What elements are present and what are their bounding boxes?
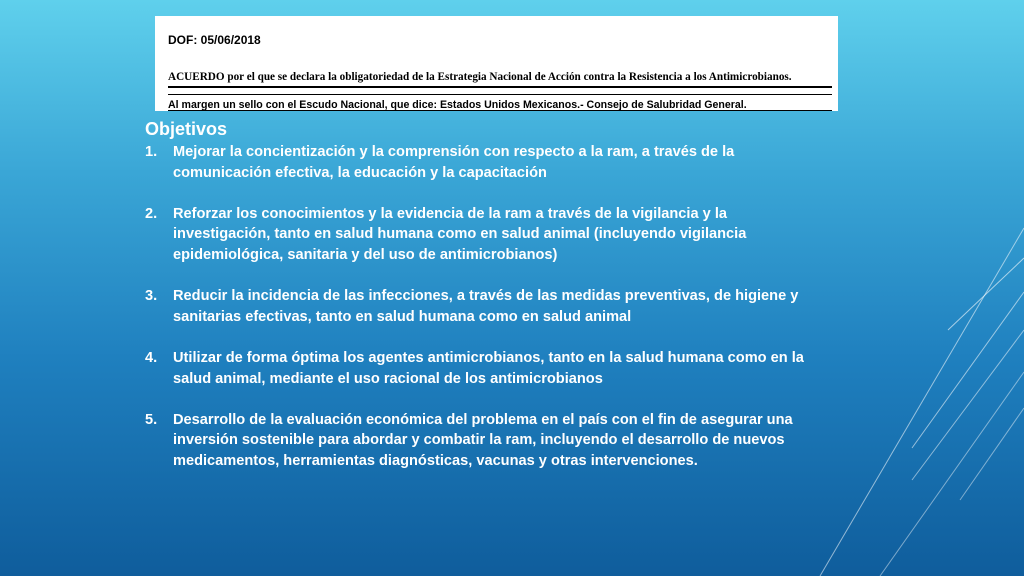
objective-text: Reforzar los conocimientos y la evidencia de la ram a través de la vigilancia y la investigación, tanto en salud humana como en salud animal (incluyendo vigilancia epidemiológica, sanitaria y del uso de antimicrobianos) <box>173 205 747 263</box>
objective-number: 3. <box>145 288 158 305</box>
objective-text: Reducir la incidencia de las infecciones, a través de las medidas preventivas, de higiene y sanitarias efectivas, tanto en salud humana como en salud animal <box>173 288 799 325</box>
objective-item <box>145 204 805 266</box>
document-margin-note: Al margen un sello con el Escudo Nacional, que dice: Estados Unidos Mexicanos.- Consejo de Salubridad General. <box>168 99 747 111</box>
objectives-list <box>145 142 805 472</box>
objective-number: 4. <box>145 349 158 366</box>
document-rule <box>168 86 832 88</box>
objective-text: Mejorar la concientización y la comprensión con respecto a la ram, a través de la comunicación efectiva, la educación y la capacitación <box>173 144 735 181</box>
objective-text: Utilizar de forma óptima los agentes antimicrobianos, tanto en la salud humana como en la salud animal, mediante el uso racional de los antimicrobianos <box>173 349 804 387</box>
objective-number: 2. <box>145 205 158 222</box>
document-title: ACUERDO por el que se declara la obligatoriedad de la Estrategia Nacional de Acción contra la Resistencia a los Antimicrobianos. <box>168 71 792 83</box>
decorative-line <box>912 292 1024 448</box>
section-title: Objetivos <box>145 119 228 139</box>
objective-item <box>145 142 805 183</box>
decorative-line <box>880 372 1024 576</box>
objective-number: 5. <box>145 411 158 428</box>
document-rule <box>168 110 832 111</box>
objective-item <box>145 348 805 389</box>
decorative-line <box>912 330 1024 480</box>
document-excerpt <box>155 16 838 111</box>
objective-number: 1. <box>145 144 158 160</box>
objective-text: Desarrollo de la evaluación económica del problema en el país con el fin de asegurar una inversión sostenible para abordar y combatir la ram, incluyendo el desarrollo de nuevos medicamentos, herramientas diagnósticas, vacunas y otras intervenciones. <box>173 411 793 469</box>
document-rule <box>168 94 832 95</box>
document-date: DOF: 05/06/2018 <box>168 33 261 47</box>
objective-item <box>145 286 805 327</box>
decorative-line <box>820 228 1024 576</box>
objective-item <box>145 410 805 472</box>
slide-content <box>145 118 805 472</box>
decorative-line <box>948 258 1024 330</box>
decorative-line <box>960 408 1024 500</box>
